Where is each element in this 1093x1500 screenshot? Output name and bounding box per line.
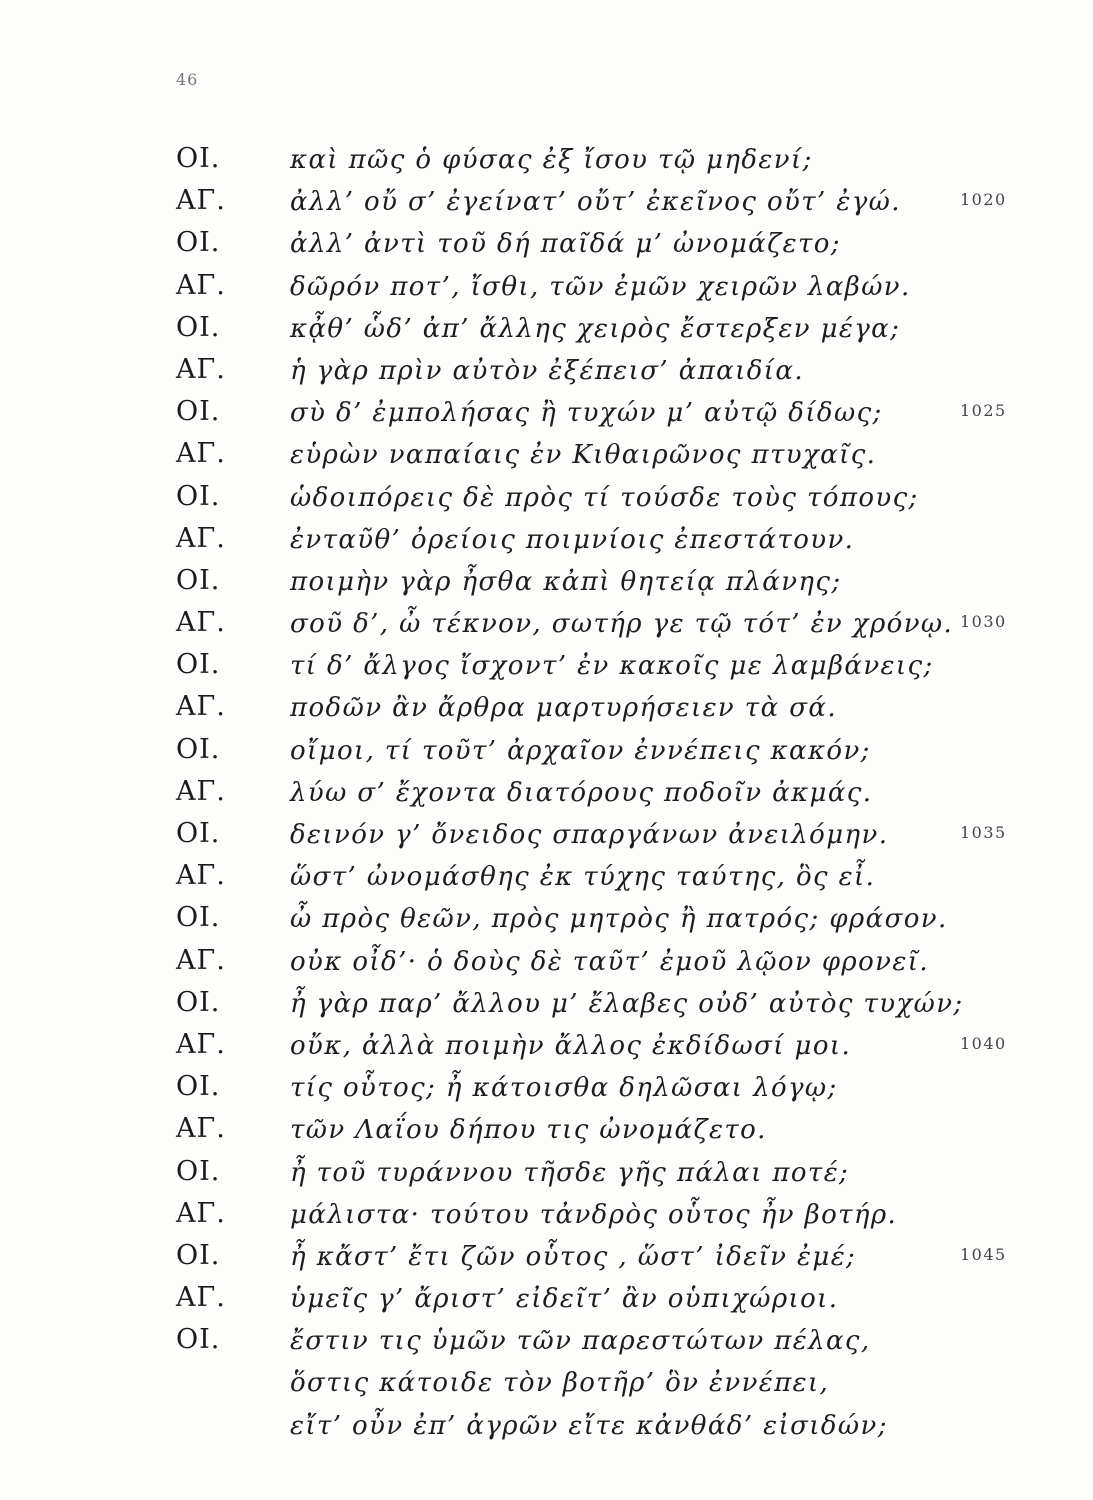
line-number: 1040	[960, 1033, 1007, 1053]
speaker-label: ΑΓ.	[176, 691, 226, 723]
verse-text: ἦ κἄστ’ ἔτι ζῶν οὗτος , ὥστ’ ἰδεῖν ἐμέ;	[290, 1241, 857, 1272]
verse-line	[0, 982, 1093, 1024]
verse-text: ποιμὴν γὰρ ἦσθα κἀπὶ θητείᾳ πλάνης;	[290, 566, 842, 597]
speaker-label: ΑΓ.	[176, 860, 226, 892]
verse-text: εἴτ’ οὖν ἐπ’ ἀγρῶν εἴτε κἀνθάδ’ εἰσιδών;	[290, 1410, 888, 1441]
verse-line	[0, 1066, 1093, 1108]
speaker-label: ΟΙ.	[176, 1155, 221, 1187]
speaker-label: ΟΙ.	[176, 227, 221, 259]
verse-line	[0, 1361, 1093, 1403]
line-number: 1025	[960, 401, 1007, 421]
verse-text: ἀλλ’ οὔ σ’ ἐγείνατ’ οὔτ’ ἐκεῖνος οὔτ’ ἐγώ.	[290, 187, 901, 218]
speaker-label: ΑΓ.	[176, 1282, 226, 1314]
verse-text: δεινόν γ’ ὄνειδος σπαργάνων ἀνειλόμην.	[290, 820, 889, 850]
speaker-label: ΑΓ.	[176, 607, 226, 639]
verse-line	[0, 855, 1093, 897]
verse-line	[0, 476, 1093, 518]
verse-line	[0, 138, 1093, 180]
line-number: 1045	[960, 1244, 1007, 1264]
speaker-label: ΑΓ.	[176, 185, 226, 217]
verse-text: καὶ πῶς ὁ φύσας ἐξ ἴσου τῷ μηδενί;	[290, 145, 813, 175]
verse-text: τί δ’ ἄλγος ἴσχοντ’ ἐν κακοῖς με λαμβάνεις;	[290, 651, 934, 682]
verse-text: σοῦ δ’, ὦ τέκνον, σωτήρ γε τῷ τότ’ ἐν χρόνῳ.	[290, 609, 954, 640]
speaker-label: ΟΙ.	[176, 396, 221, 428]
verse-line	[0, 433, 1093, 475]
verse-line	[0, 1277, 1093, 1319]
verse-text: ἔστιν τις ὑμῶν τῶν παρεστώτων πέλας,	[290, 1326, 871, 1357]
verse-text: ἡ γὰρ πρὶν αὐτὸν ἐξέπεισ’ ἀπαιδία.	[290, 355, 805, 386]
verse-text: ὦ πρὸς θεῶν, πρὸς μητρὸς ἢ πατρός; φράσον.	[290, 904, 948, 935]
verse-line	[0, 1024, 1093, 1066]
verse-line	[0, 1404, 1093, 1446]
line-number: 1030	[960, 612, 1007, 632]
verse-line	[0, 813, 1093, 855]
verse-text: ἦ τοῦ τυράννου τῆσδε γῆς πάλαι ποτέ;	[290, 1157, 850, 1188]
verse-text: οἴμοι, τί τοῦτ’ ἀρχαῖον ἐννέπεις κακόν;	[290, 735, 871, 766]
speaker-label: ΟΙ.	[176, 1324, 221, 1356]
verse-block	[0, 138, 1093, 1446]
verse-text: τῶν Λαΐου δήπου τις ὠνομάζετο.	[290, 1115, 767, 1146]
verse-text: οὔκ, ἀλλὰ ποιμὴν ἄλλος ἐκδίδωσί μοι.	[290, 1030, 852, 1061]
verse-line	[0, 349, 1093, 391]
verse-line	[0, 180, 1093, 222]
speaker-label: ΑΓ.	[176, 944, 226, 976]
speaker-label: ΟΙ.	[176, 649, 221, 681]
speaker-label: ΑΓ.	[176, 269, 226, 301]
verse-line	[0, 1193, 1093, 1235]
verse-text: ποδῶν ἂν ἄρθρα μαρτυρήσειεν τὰ σά.	[290, 693, 837, 724]
speaker-label: ΑΓ.	[176, 1028, 226, 1060]
speaker-label: ΑΓ.	[176, 438, 226, 470]
verse-text: ὑμεῖς γ’ ἄριστ’ εἰδεῖτ’ ἂν οὑπιχώριοι.	[290, 1284, 839, 1315]
speaker-label: ΑΓ.	[176, 1113, 226, 1145]
verse-text: κᾆθ’ ὧδ’ ἀπ’ ἄλλης χειρὸς ἔστερξεν μέγα;	[290, 313, 901, 344]
verse-text: ἐνταῦθ’ ὀρείοις ποιμνίοις ἐπεστάτουν.	[290, 524, 855, 555]
speaker-label: ΟΙ.	[176, 733, 221, 765]
line-number: 1035	[960, 823, 1007, 842]
verse-text: μάλιστα· τούτου τἀνδρὸς οὗτος ἦν βοτήρ.	[290, 1199, 898, 1230]
speaker-label: ΟΙ.	[176, 1239, 221, 1271]
speaker-label: ΟΙ.	[176, 311, 221, 343]
speaker-label: ΟΙ.	[176, 143, 221, 174]
verse-line	[0, 940, 1093, 982]
verse-text: σὺ δ’ ἐμπολήσας ἢ τυχών μ’ αὐτῷ δίδως;	[290, 398, 883, 429]
verse-text: δῶρόν ποτ’, ἴσθι, τῶν ἐμῶν χειρῶν λαβών.	[290, 271, 911, 302]
speaker-label: ΟΙ.	[176, 986, 221, 1018]
verse-line	[0, 391, 1093, 433]
verse-text: λύω σ’ ἔχοντα διατόρους ποδοῖν ἀκμάς.	[290, 777, 873, 808]
verse-line	[0, 518, 1093, 560]
verse-text: εὑρὼν ναπαίαις ἐν Κιθαιρῶνος πτυχαῖς.	[290, 440, 877, 471]
verse-line	[0, 265, 1093, 307]
verse-line	[0, 222, 1093, 264]
speaker-label: ΑΓ.	[176, 522, 226, 554]
speaker-label: ΑΓ.	[176, 1197, 226, 1229]
verse-text: ὅστις κάτοιδε τὸν βοτῆρ’ ὃν ἐννέπει,	[290, 1368, 830, 1399]
speaker-label: ΟΙ.	[176, 480, 221, 512]
verse-line	[0, 1151, 1093, 1193]
verse-line	[0, 1108, 1093, 1150]
verse-text: οὐκ οἶδ’· ὁ δοὺς δὲ ταῦτ’ ἐμοῦ λῷον φρονεῖ.	[290, 946, 929, 977]
line-number: 1020	[960, 190, 1007, 210]
verse-text: τίς οὗτος; ἦ κάτοισθα δηλῶσαι λόγῳ;	[290, 1073, 838, 1104]
verse-line	[0, 729, 1093, 771]
speaker-label: ΟΙ.	[176, 1071, 221, 1103]
verse-text: ὡδοιπόρεις δὲ πρὸς τί τούσδε τοὺς τόπους;	[290, 482, 919, 513]
verse-line	[0, 644, 1093, 686]
speaker-label: ΑΓ.	[176, 775, 226, 807]
verse-text: ὥστ’ ὠνομάσθης ἐκ τύχης ταύτης, ὃς εἶ.	[290, 862, 876, 893]
verse-line	[0, 1235, 1093, 1277]
verse-line	[0, 897, 1093, 939]
verse-text: ἀλλ’ ἀντὶ τοῦ δή παῖδά μ’ ὠνομάζετο;	[290, 229, 841, 260]
speaker-label: ΟΙ.	[176, 818, 221, 849]
speaker-label: ΑΓ.	[176, 353, 226, 385]
verse-line	[0, 1319, 1093, 1361]
page-number: 46	[176, 70, 199, 89]
verse-line	[0, 771, 1093, 813]
verse-text: ἦ γὰρ παρ’ ἄλλου μ’ ἔλαβες οὐδ’ αὐτὸς τυχών;	[290, 988, 964, 1019]
verse-line	[0, 560, 1093, 602]
speaker-label: ΟΙ.	[176, 902, 221, 934]
verse-line	[0, 686, 1093, 728]
verse-line	[0, 602, 1093, 644]
speaker-label: ΟΙ.	[176, 564, 221, 596]
verse-line	[0, 307, 1093, 349]
